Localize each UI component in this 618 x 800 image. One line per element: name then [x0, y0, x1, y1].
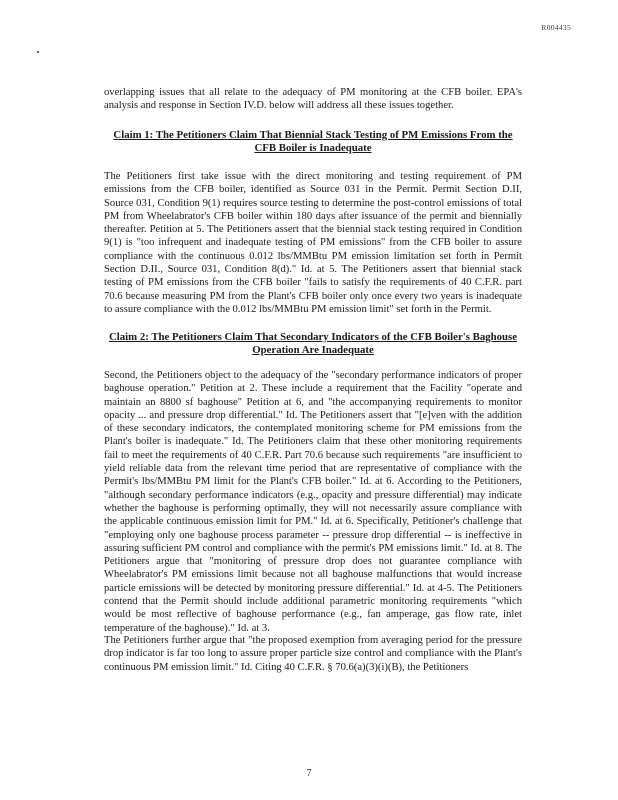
- scan-speck: [37, 51, 39, 53]
- page-number: 7: [306, 768, 312, 779]
- paragraph-averaging-period: The Petitioners further argue that "the proposed exemption from averaging period for the pressure drop indicator is far too long to assure proper particle size control and compliance with the Plant's continuous PM emission limit." Id. Citing 40 C.F.R. § 70.6(a)(3)(i)(B), the Petitioners: [104, 635, 522, 673]
- claim-1-heading: Claim 1: The Petitioners Claim That Biennial Stack Testing of PM Emissions From the CFB Boiler is Inadequate: [113, 129, 513, 155]
- paragraph-claim-2: Second, the Petitioners object to the adequacy of the "secondary performance indicators of proper baghouse operation." Petition at 2. These include a requirement that the Facility "operate and maintain an 8800 sf baghouse" Petition at 6, and "the accompanying requirements to monitor opacity ... and pressure drop differential." Id. The Petitioners assert that "[e]ven with the addition of these secondary indicators, the contemplated monitoring scheme for PM emissions from the Plant's boiler is inadequate." Id. The Petitioners claim that these other monitoring requirements fail to meet the requirements of 40 C.F.R. Part 70.6 because such requirements "are insufficient to yield reliable data from the relevant time period that are representative of compliance with the Permit's lbs/MMBtu PM limit for the Plant's CFB boiler." Id. at 6. According to the Petitioners, "although secondary performance indicators (e.g., opacity and pressure differential) may indicate whether the baghouse is performing optimally, they will not necessarily assure compliance with the applicable continuous emission limit for PM." Id. at 6. Specifically, Petitioner's challenge that "employing only one baghouse process parameter -- pressure drop differential -- is ineffective in assuring sufficient PM control and compliance with the permit's PM emissions limit." Id. at 8. The Petitioners argue that "monitoring of pressure drop does not guarantee compliance with Wheelabrator's PM emissions limit because not all baghouse malfunctions that would increase particle emissions will be detected by monitoring pressure differential." Id. at 4-5. The Petitioners contend that the Permit should include additional parametric monitoring requirements "which would be most reflective of baghouse performance (e.g., fan amperage, gas flow rate, inlet temperature of the baghouse)." Id. at 3.: [104, 370, 522, 634]
- claim-2-heading: Claim 2: The Petitioners Claim That Secondary Indicators of the CFB Boiler's Baghouse Operation Are Inadequate: [108, 331, 518, 357]
- paragraph-intro: overlapping issues that all relate to the adequacy of PM monitoring at the CFB boiler. EPA's analysis and response in Section IV.D. below will address all these issues together.: [104, 87, 522, 112]
- paragraph-claim-1: The Petitioners first take issue with the direct monitoring and testing requirement of PM emissions from the CFB boiler, identified as Source 031 in the Permit. Permit Section D.II, Source 031, Condition 9(1) requires source testing to determine the post-control emissions of total PM from Wheelabrator's CFB boiler within 180 days after issuance of the permit and biennially thereafter. Petition at 5. The Petitioners assert that the biennial stack testing required in Condition 9(1) is "too infrequent and inadequate testing of PM emissions" from the CFB boiler to assure compliance with the continuous 0.012 lbs/MMBtu PM emission limitation set forth in Permit Section D.II., Source 031, Condition 8(d)." Id. at 5. The Petitioners assert that biennial stack testing of PM emissions from the CFB boiler "fails to satisfy the requirements of 40 C.F.R. part 70.6 because measuring PM from the Plant's CFB boiler only once every two years is inadequate to assure compliance with the 0.012 lbs/MMBtu PM emission limit" set forth in the Permit.: [104, 171, 522, 315]
- bates-number: R004435: [541, 23, 571, 32]
